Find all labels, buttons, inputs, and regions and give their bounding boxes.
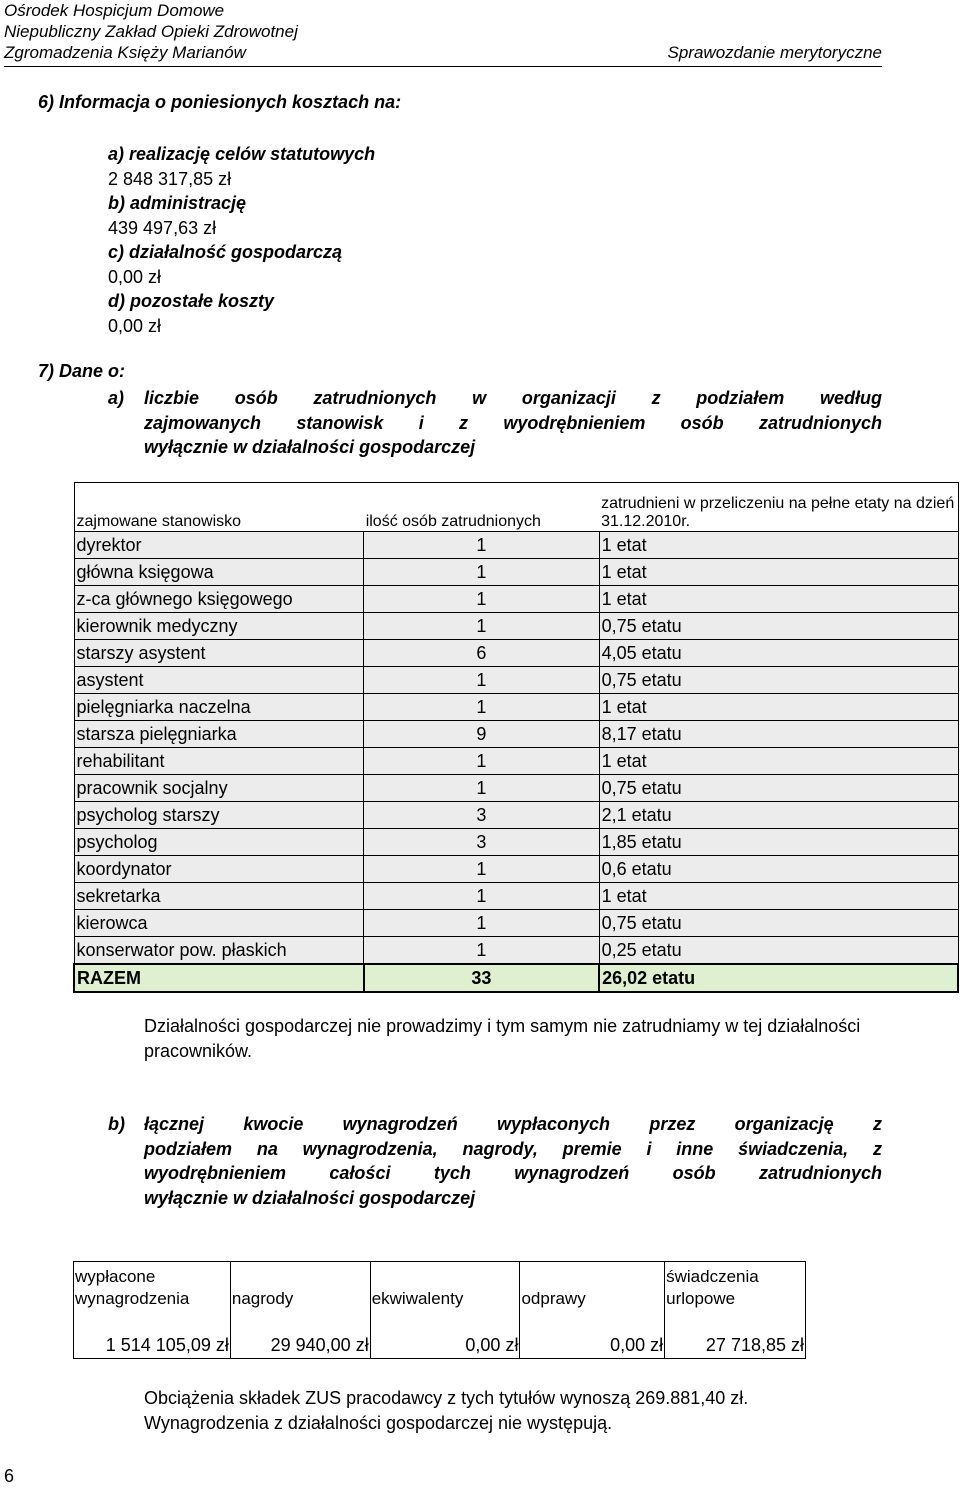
section7a-line1: liczbie osób zatrudnionych w organizacji z podziałem według <box>144 388 882 408</box>
fte-cell: 0,75 etatu <box>599 775 958 802</box>
fte-cell: 8,17 etatu <box>599 721 958 748</box>
header-organization <box>4 0 298 63</box>
fte-cell: 0,25 etatu <box>599 937 958 965</box>
cost-value-other: 0,00 zł <box>108 315 162 336</box>
pay-value-equivalents: 0,00 zł <box>370 1332 520 1359</box>
position-cell: starszy asystent <box>74 640 364 667</box>
count-cell: 1 <box>364 856 599 883</box>
col-header-fte: zatrudnieni w przeliczeniu na pełne etaty na dzień 31.12.2010r. <box>599 483 958 532</box>
fte-cell: 1,85 etatu <box>599 829 958 856</box>
position-cell: pracownik socjalny <box>74 775 364 802</box>
section7b-line4: wyłącznie w działalności gospodarczej <box>144 1187 476 1208</box>
section7-title: 7) Dane o: <box>38 361 126 381</box>
section6-title: 6) Informacja o poniesionych kosztach na: <box>38 92 402 112</box>
pay-value-bonuses: 29 940,00 zł <box>230 1332 370 1359</box>
section7a-text <box>108 386 882 460</box>
position-cell: rehabilitant <box>74 748 364 775</box>
table-row <box>74 775 958 802</box>
section7b-mark: b) <box>108 1114 125 1134</box>
count-cell: 1 <box>364 532 599 559</box>
table-row <box>74 694 958 721</box>
fte-cell: 1 etat <box>599 883 958 910</box>
position-cell: starsza pielęgniarka <box>74 721 364 748</box>
pay-header-bonuses: nagrody <box>230 1262 370 1311</box>
section7b-text <box>108 1112 882 1210</box>
count-cell: 1 <box>364 883 599 910</box>
cost-value-administration: 439 497,63 zł <box>108 217 217 238</box>
count-cell: 9 <box>364 721 599 748</box>
count-cell: 3 <box>364 802 599 829</box>
table-row <box>74 910 958 937</box>
fte-cell: 1 etat <box>599 532 958 559</box>
position-cell: pielęgniarka naczelna <box>74 694 364 721</box>
count-cell: 1 <box>364 559 599 586</box>
count-cell: 6 <box>364 640 599 667</box>
position-cell: asystent <box>74 667 364 694</box>
table-row <box>74 640 958 667</box>
header-divider <box>4 66 882 67</box>
pay-header-holiday-benefits: świadczenia urlopowe <box>665 1262 806 1311</box>
position-cell: koordynator <box>74 856 364 883</box>
position-cell: psycholog starszy <box>74 802 364 829</box>
section7b-line2: podziałem na wynagrodzenia, nagrody, premie i inne świadczenia, z <box>144 1138 882 1159</box>
table-row <box>74 937 958 965</box>
section7a-line3: wyłącznie w działalności gospodarczej <box>144 437 476 457</box>
position-cell: konserwator pow. płaskich <box>74 937 364 965</box>
cost-value-business: 0,00 zł <box>108 266 162 287</box>
count-cell: 1 <box>364 937 599 965</box>
table-row <box>74 667 958 694</box>
zus-note <box>144 1386 904 1435</box>
pay-table-values <box>74 1332 806 1359</box>
cost-label-administration: b) administrację <box>108 193 247 213</box>
pay-table-header <box>74 1262 806 1311</box>
org-name-line3: Zgromadzenia Księży Marianów <box>4 43 246 62</box>
cost-list <box>108 142 375 338</box>
pay-header-salaries: wypłacone wynagrodzenia <box>74 1262 231 1311</box>
fte-cell: 0,75 etatu <box>599 667 958 694</box>
section7a-mark: a) <box>108 388 125 408</box>
pay-value-severance: 0,00 zł <box>520 1332 665 1359</box>
position-cell: dyrektor <box>74 532 364 559</box>
zus-note-line1: Obciążenia składek ZUS pracodawcy z tych tytułów wynoszą 269.881,40 zł. <box>144 1388 749 1408</box>
pay-header-equivalents: ekwiwalenty <box>370 1262 520 1311</box>
table-row <box>74 532 958 559</box>
section7b-line3: wyodrębnieniem całości tych wynagrodzeń osób zatrudnionych <box>144 1163 882 1183</box>
zus-note-line2: Wynagrodzenia z działalności gospodarczej nie występują. <box>144 1412 613 1433</box>
pay-table <box>73 1261 806 1359</box>
total-count: 33 <box>364 964 599 992</box>
count-cell: 3 <box>364 829 599 856</box>
section7b-line1: łącznej kwocie wynagrodzeń wypłaconych przez organizację z <box>144 1114 882 1134</box>
fte-cell: 1 etat <box>599 586 958 613</box>
count-cell: 1 <box>364 613 599 640</box>
fte-cell: 0,6 etatu <box>599 856 958 883</box>
count-cell: 1 <box>364 775 599 802</box>
table-row <box>74 883 958 910</box>
count-cell: 1 <box>364 586 599 613</box>
fte-cell: 0,75 etatu <box>599 910 958 937</box>
count-cell: 1 <box>364 694 599 721</box>
page-number: 6 <box>4 1466 15 1486</box>
org-name-line2: Niepubliczny Zakład Opieki Zdrowotnej <box>4 22 298 41</box>
count-cell: 1 <box>364 748 599 775</box>
table-row <box>74 559 958 586</box>
table-row <box>74 613 958 640</box>
section7a-line2: zajmowanych stanowisk i z wyodrębnieniem osób zatrudnionych <box>144 412 882 433</box>
business-note: Działalności gospodarczej nie prowadzimy i tym samym nie zatrudniamy w tej działalności pracowników. <box>144 1016 861 1061</box>
fte-cell: 1 etat <box>599 694 958 721</box>
col-header-count: ilość osób zatrudnionych <box>364 483 599 532</box>
total-label: RAZEM <box>74 964 364 992</box>
cost-value-statutory: 2 848 317,85 zł <box>108 168 232 189</box>
count-cell: 1 <box>364 667 599 694</box>
position-cell: sekretarka <box>74 883 364 910</box>
position-cell: psycholog <box>74 829 364 856</box>
position-cell: kierownik medyczny <box>74 613 364 640</box>
org-name-line1: Ośrodek Hospicjum Domowe <box>4 1 225 20</box>
pay-value-salaries: 1 514 105,09 zł <box>74 1332 231 1359</box>
total-row <box>74 964 958 992</box>
table-row <box>74 586 958 613</box>
position-cell: główna księgowa <box>74 559 364 586</box>
fte-cell: 4,05 etatu <box>599 640 958 667</box>
table-row <box>74 856 958 883</box>
pay-header-severance: odprawy <box>520 1262 665 1311</box>
table-row <box>74 802 958 829</box>
count-cell: 1 <box>364 910 599 937</box>
cost-label-other: d) pozostałe koszty <box>108 291 275 311</box>
cost-label-business: c) działalność gospodarczą <box>108 242 343 262</box>
fte-cell: 1 etat <box>599 748 958 775</box>
table-row <box>74 748 958 775</box>
cost-label-statutory: a) realizację celów statutowych <box>108 144 376 164</box>
report-type: Sprawozdanie merytoryczne <box>667 43 882 62</box>
col-header-position: zajmowane stanowisko <box>74 483 364 532</box>
pay-value-holiday-benefits: 27 718,85 zł <box>665 1332 806 1359</box>
fte-cell: 2,1 etatu <box>599 802 958 829</box>
staff-table-header <box>74 483 958 532</box>
position-cell: z-ca głównego księgowego <box>74 586 364 613</box>
fte-cell: 0,75 etatu <box>599 613 958 640</box>
staff-table <box>73 482 959 993</box>
table-row <box>74 829 958 856</box>
fte-cell: 1 etat <box>599 559 958 586</box>
position-cell: kierowca <box>74 910 364 937</box>
table-row <box>74 721 958 748</box>
total-fte: 26,02 etatu <box>599 964 958 992</box>
